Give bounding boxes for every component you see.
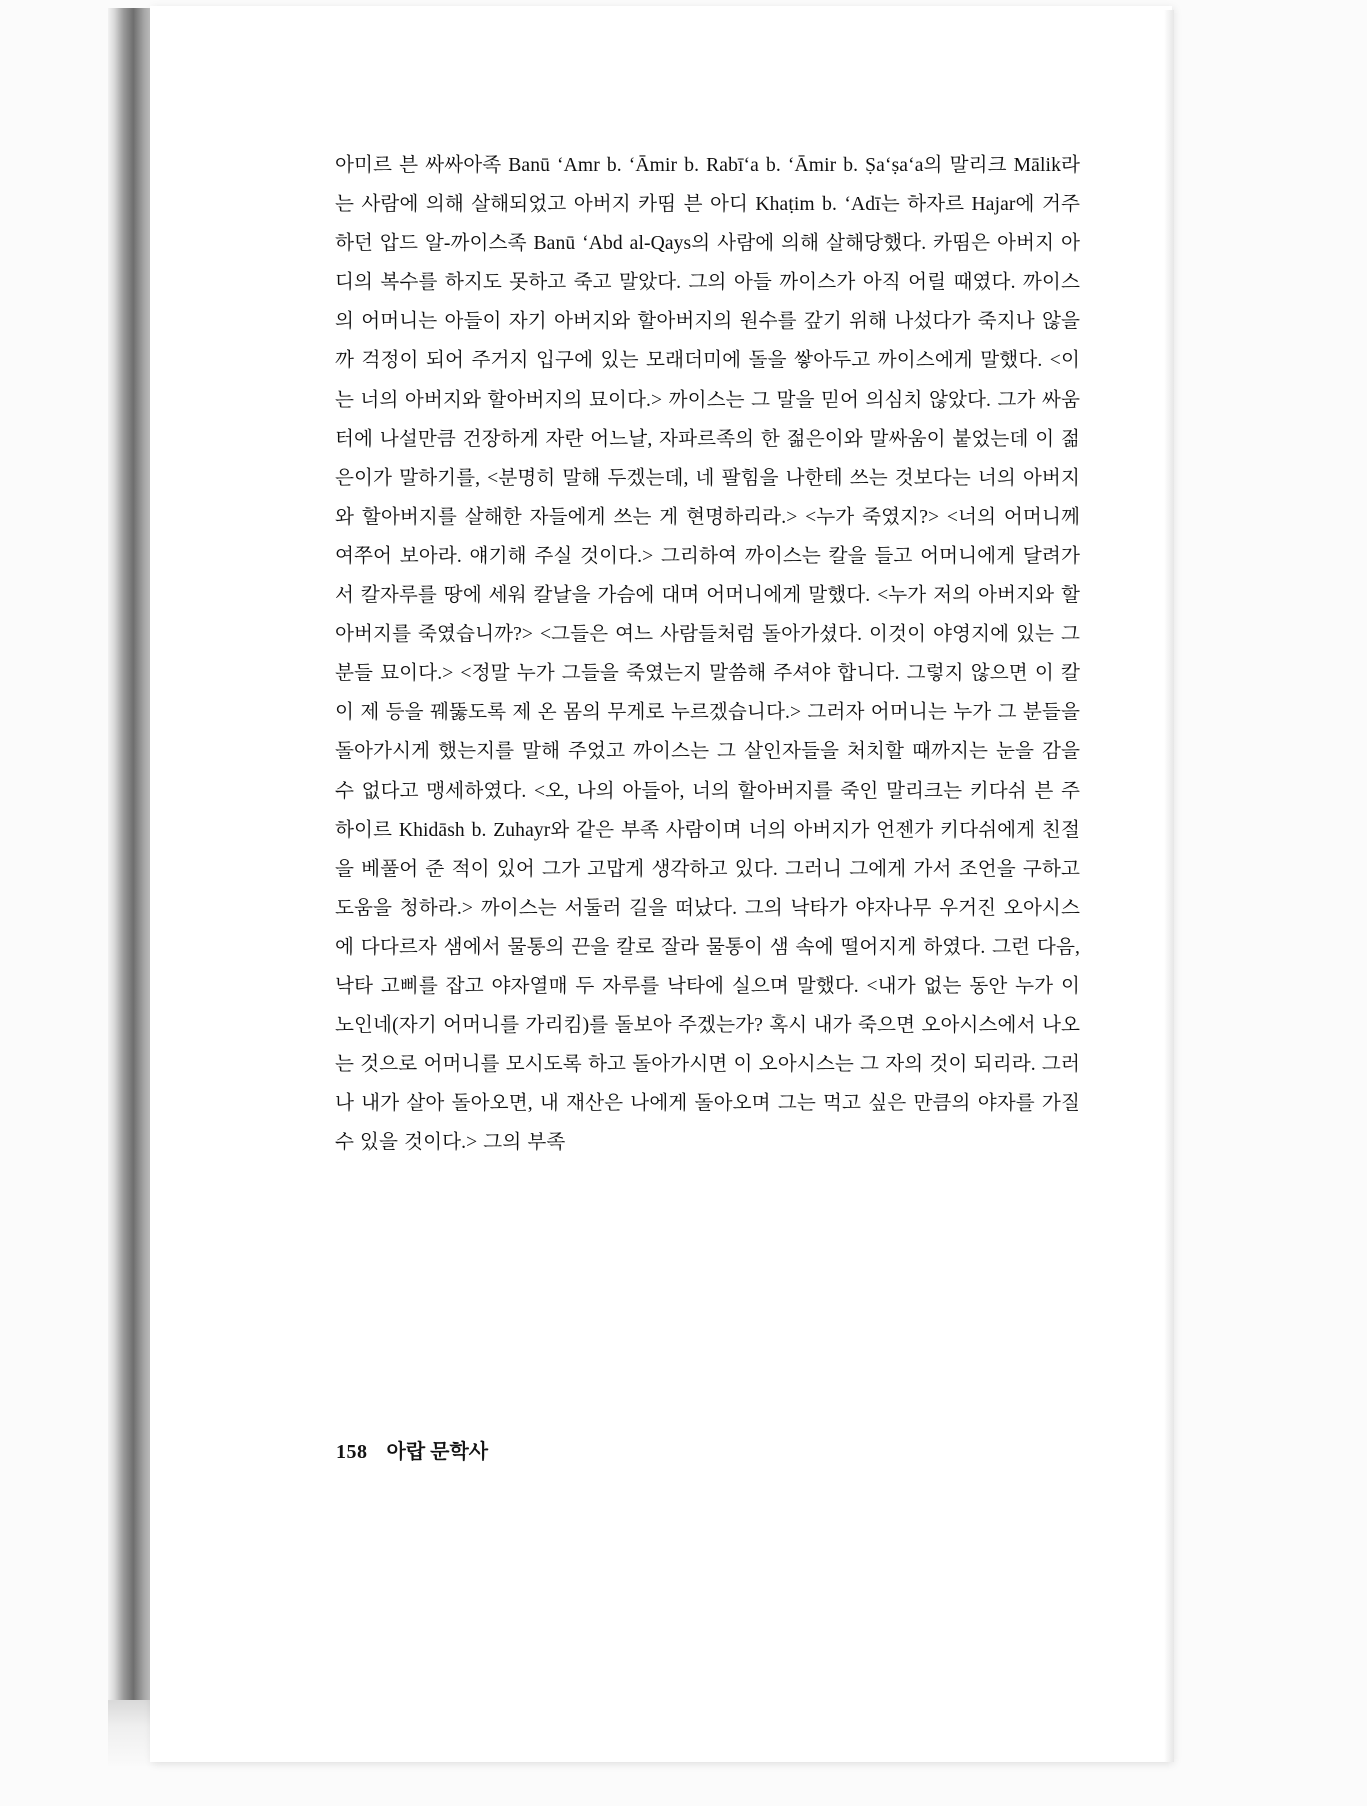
page-footer — [336, 1438, 936, 1466]
page-number: 158 — [336, 1441, 368, 1463]
running-title: 아랍 문학사 — [386, 1441, 489, 1463]
page-paper — [150, 6, 1172, 1762]
book-spine-shadow — [108, 8, 154, 1764]
page-right-edge — [1164, 10, 1174, 1762]
page-text-block — [335, 146, 1080, 1162]
body-paragraph: 아미르 븐 싸싸아족 Banū ‘Amr b. ‘Āmir b. Rabī‘a b. ‘Āmir b. Ṣa‘ṣa‘a의 말리크 Mālik라는 사람에 의해 살해되었고 아버지 카띰 븐 아디 Khaṭim b. ‘Adī는 하자르 Hajar에 거주하던 압드 알-까이스족 Banū ‘Abd al-Qays의 사람에 의해 살해당했다. 카띰은 아버지 아디의 복수를 하지도 못하고 죽고 말았다. 그의 아들 까이스가 아직 어릴 때였다. 까이스의 어머니는 아들이 자기 아버지와 할아버지의 원수를 갚기 위해 나섰다가 죽지나 않을까 걱정이 되어 주거지 입구에 있는 모래더미에 돌을 쌓아두고 까이스에게 말했다. <이는 너의 아버지와 할아버지의 묘이다.> 까이스는 그 말을 믿어 의심치 않았다. 그가 싸움터에 나설만큼 건장하게 자란 어느날, 자파르족의 한 젊은이와 말싸움이 붙었는데 이 젊은이가 말하기를, <분명히 말해 두겠는데, 네 팔힘을 나한테 쓰는 것보다는 너의 아버지와 할아버지를 살해한 자들에게 쓰는 게 현명하리라.> <누가 죽였지?> <너의 어머니께 여쭈어 보아라. 얘기해 주실 것이다.> 그리하여 까이스는 칼을 들고 어머니에게 달려가서 칼자루를 땅에 세워 칼날을 가슴에 대며 어머니에게 말했다. <누가 저의 아버지와 할아버지를 죽였습니까?> <그들은 여느 사람들처럼 돌아가셨다. 이것이 야영지에 있는 그분들 묘이다.> <정말 누가 그들을 죽였는지 말씀해 주셔야 합니다. 그렇지 않으면 이 칼이 제 등을 꿰뚫도록 제 온 몸의 무게로 누르겠습니다.> 그러자 어머니는 누가 그 분들을 돌아가시게 했는지를 말해 주었고 까이스는 그 살인자들을 처치할 때까지는 눈을 감을 수 없다고 맹세하였다. <오, 나의 아들아, 너의 할아버지를 죽인 말리크는 키다쉬 븐 주하이르 Khidāsh b. Zuhayr와 같은 부족 사람이며 너의 아버지가 언젠가 키다쉬에게 친절을 베풀어 준 적이 있어 그가 고맙게 생각하고 있다. 그러니 그에게 가서 조언을 구하고 도움을 청하라.> 까이스는 서둘러 길을 떠났다. 그의 낙타가 야자나무 우거진 오아시스에 다다르자 샘에서 물통의 끈을 칼로 잘라 물통이 샘 속에 떨어지게 하였다. 그런 다음, 낙타 고삐를 잡고 야자열매 두 자루를 낙타에 실으며 말했다. <내가 없는 동안 누가 이 노인네(자기 어머니를 가리킴)를 돌보아 주겠는가? 혹시 내가 죽으면 오아시스에서 나오는 것으로 어머니를 모시도록 하고 돌아가시면 이 오아시스는 그 자의 것이 되리라. 그러나 내가 살아 돌아오면, 내 재산은 나에게 돌아오며 그는 먹고 싶은 만큼의 야자를 가질 수 있을 것이다.> 그의 부족 — [335, 155, 1080, 1154]
